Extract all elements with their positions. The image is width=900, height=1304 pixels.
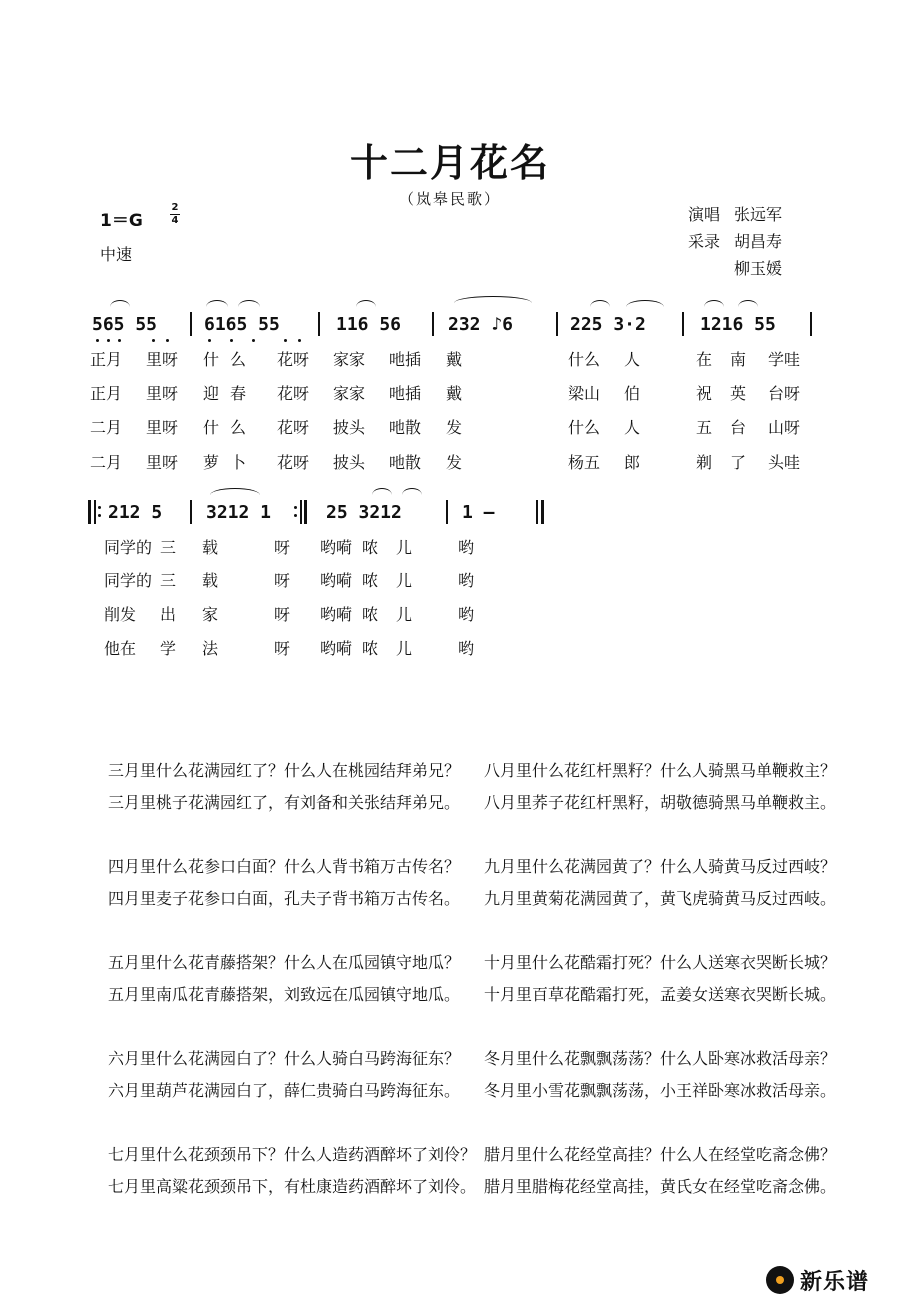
measure: 1216 55 (700, 314, 776, 335)
lyric: 哟嗬 (320, 571, 353, 590)
measure: 25 3212 (326, 502, 402, 523)
barline (432, 312, 434, 336)
lyric: 哟嗬 (320, 538, 353, 557)
lyric: 吔散 (389, 453, 422, 472)
logo-text: 新乐谱 (800, 1269, 870, 1295)
repeat-dot (294, 514, 297, 517)
lyric: 哟 (458, 605, 475, 624)
measure: 232 ♪6 (448, 314, 514, 335)
lyric: 哟嗬 (320, 605, 353, 624)
lyric: 正月 (90, 384, 123, 403)
lyric: 同学的 (104, 571, 153, 590)
lyric: 三 (160, 538, 177, 557)
lyric: 英 (730, 384, 747, 403)
barline (682, 312, 684, 336)
lyric: 家家 (333, 384, 366, 403)
measure: 116 56 (336, 314, 402, 335)
measure: 225 3·2 (570, 314, 646, 335)
verse-answer: 腊月里腊梅花经堂高挂，黄氏女在经堂吃斋念佛。 (484, 1177, 837, 1196)
verse-answer: 冬月里小雪花飘飘荡荡，小王祥卧寒冰救活母亲。 (484, 1081, 837, 1100)
measure: 1 – (462, 502, 495, 523)
measure: 3212 1 (206, 502, 272, 523)
repeat-dot (98, 506, 101, 509)
lyric: 哟 (458, 639, 475, 658)
verse-question: 冬月里什么花飘飘荡荡？什么人卧寒冰救活母亲？ (484, 1049, 837, 1068)
lyric: 吔散 (389, 418, 422, 437)
barline (446, 500, 448, 524)
lyric: 春 (230, 384, 247, 403)
lyric: 哟 (458, 538, 475, 557)
verse-question: 六月里什么花满园白了？什么人骑白马跨海征东？ (108, 1049, 461, 1068)
barline (810, 312, 812, 336)
lyric: 哝 (362, 538, 379, 557)
lyric: 迎 (203, 384, 220, 403)
lyric: 么 (230, 418, 247, 437)
lyric: 花呀 (277, 453, 310, 472)
time-signature-bottom: 4 (171, 215, 179, 226)
final-barline-thin (536, 500, 538, 524)
lyric: 呀 (274, 538, 291, 557)
slur (206, 300, 228, 307)
slur (110, 300, 130, 307)
lyric: 儿 (396, 571, 413, 590)
slur (372, 488, 392, 495)
credit-name: 张远军 (734, 205, 783, 224)
lyric: 萝 (203, 453, 220, 472)
site-logo[interactable] (766, 1263, 869, 1297)
tempo-marking: 中速 (100, 245, 133, 264)
lyric: 什 (203, 418, 220, 437)
lyric: 哝 (362, 605, 379, 624)
verse-question: 十月里什么花酷霜打死？什么人送寒衣哭断长城？ (484, 953, 837, 972)
lyric: 祝 (696, 384, 713, 403)
slur (704, 300, 724, 307)
slur (402, 488, 422, 495)
lyric: 三 (160, 571, 177, 590)
credit-row (688, 255, 782, 282)
lyric: 学 (160, 639, 177, 658)
lyric: 哟嗬 (320, 639, 353, 658)
tie (454, 296, 532, 303)
lyric: 哝 (362, 571, 379, 590)
barline (556, 312, 558, 336)
lyric: 里呀 (146, 418, 179, 437)
low-octave-dot (252, 339, 255, 342)
measure: 212 5 (108, 502, 163, 523)
final-barline-thick (541, 500, 544, 524)
low-octave-dot (166, 339, 169, 342)
lyric: 载 (202, 571, 219, 590)
measure: 6165 55 (204, 314, 280, 335)
lyric: 人 (624, 350, 641, 369)
repeat-start-thick (88, 500, 91, 524)
lyric: 里呀 (146, 453, 179, 472)
lyric: 哟 (458, 571, 475, 590)
lyric: 花呀 (277, 350, 310, 369)
lyric: 五 (696, 418, 713, 437)
slur (626, 300, 664, 307)
lyric: 台 (730, 418, 747, 437)
lyric: 剃 (696, 453, 713, 472)
slur (238, 300, 260, 307)
verse-question: 九月里什么花满园黄了？什么人骑黄马反过西岐？ (484, 857, 837, 876)
lyric: 同学的 (104, 538, 153, 557)
repeat-dot (294, 506, 297, 509)
lyric: 家家 (333, 350, 366, 369)
low-octave-dot (284, 339, 287, 342)
slur (590, 300, 610, 307)
time-signature (170, 203, 180, 226)
verse-answer: 七月里高粱花颈颈吊下，有杜康造药酒醉坏了刘伶。 (108, 1177, 477, 1196)
song-subtitle: （岚皋民歌） (398, 190, 501, 208)
low-octave-dot (152, 339, 155, 342)
credit-name: 胡昌寿 (734, 232, 783, 251)
lyric: 呀 (274, 571, 291, 590)
credit-row (688, 201, 782, 228)
lyric: 卜 (230, 453, 247, 472)
repeat-dot (98, 514, 101, 517)
repeat-start-thin (94, 500, 96, 524)
verse-question: 腊月里什么花经堂高挂？什么人在经堂吃斋念佛？ (484, 1145, 837, 1164)
verse-answer: 三月里桃子花满园红了，有刘备和关张结拜弟兄。 (108, 793, 461, 812)
song-title: 十二月花名 (349, 141, 550, 185)
slur (738, 300, 758, 307)
verse-answer: 六月里葫芦花满园白了，薛仁贵骑白马跨海征东。 (108, 1081, 461, 1100)
lyric: 削发 (104, 605, 137, 624)
lyric: 台呀 (768, 384, 801, 403)
credit-role: 采录 (688, 232, 721, 251)
lyric: 法 (202, 639, 219, 658)
lyric: 了 (730, 453, 747, 472)
lyric: 杨五 (568, 453, 601, 472)
time-signature-top: 2 (171, 202, 179, 213)
credits (688, 201, 782, 282)
lyric: 戴 (446, 350, 463, 369)
lyric: 家 (202, 605, 219, 624)
lyric: 披头 (333, 418, 366, 437)
verse-answer: 八月里荞子花红杆黑籽，胡敬德骑黑马单鞭救主。 (484, 793, 837, 812)
barline (190, 312, 192, 336)
verse-answer: 五月里南瓜花青藤搭架，刘致远在瓜园镇守地瓜。 (108, 985, 461, 1004)
low-octave-dot (118, 339, 121, 342)
repeat-end-thin (300, 500, 302, 524)
lyric: 吔插 (389, 350, 422, 369)
low-octave-dot (208, 339, 211, 342)
lyric: 儿 (396, 639, 413, 658)
barline (318, 312, 320, 336)
lyric: 载 (202, 538, 219, 557)
lyric: 花呀 (277, 384, 310, 403)
lyric: 正月 (90, 350, 123, 369)
credit-name: 柳玉媛 (734, 259, 783, 278)
lyric: 梁山 (568, 384, 601, 403)
key-signature: 1＝G (100, 211, 143, 231)
lyric: 山呀 (768, 418, 801, 437)
verse-answer: 四月里麦子花参口白面，孔夫子背书箱万古传名。 (108, 889, 461, 908)
lyric: 人 (624, 418, 641, 437)
lyric: 头哇 (768, 453, 801, 472)
barline (190, 500, 192, 524)
verse-question: 四月里什么花参口白面？什么人背书箱万古传名？ (108, 857, 461, 876)
verse-question: 三月里什么花满园红了？什么人在桃园结拜弟兄？ (108, 761, 461, 780)
lyric: 戴 (446, 384, 463, 403)
low-octave-dot (230, 339, 233, 342)
verse-question: 七月里什么花颈颈吊下？什么人造药酒醉坏了刘伶？ (108, 1145, 477, 1164)
lyric: 伯 (624, 384, 641, 403)
lyric: 他在 (104, 639, 137, 658)
lyric: 呀 (274, 639, 291, 658)
verse-question: 五月里什么花青藤搭架？什么人在瓜园镇守地瓜？ (108, 953, 461, 972)
measure: 565 55 (92, 314, 158, 335)
credit-row (688, 228, 782, 255)
lyric: 二月 (90, 453, 123, 472)
record-disc-icon (766, 1266, 794, 1294)
lyric: 发 (446, 453, 463, 472)
lyric: 出 (160, 605, 177, 624)
lyric: 学哇 (768, 350, 801, 369)
lyric: 发 (446, 418, 463, 437)
low-octave-dot (96, 339, 99, 342)
lyric: 郎 (624, 453, 641, 472)
lyric: 哝 (362, 639, 379, 658)
low-octave-dot (107, 339, 110, 342)
lyric: 呀 (274, 605, 291, 624)
lyric: 南 (730, 350, 747, 369)
lyric: 二月 (90, 418, 123, 437)
slur (210, 488, 260, 495)
lyric: 在 (696, 350, 713, 369)
lyric: 花呀 (277, 418, 310, 437)
lyric: 么 (230, 350, 247, 369)
lyric: 里呀 (146, 384, 179, 403)
lyric: 里呀 (146, 350, 179, 369)
verse-question: 八月里什么花红杆黑籽？什么人骑黑马单鞭救主？ (484, 761, 837, 780)
slur (356, 300, 376, 307)
verse-answer: 九月里黄菊花满园黄了，黄飞虎骑黄马反过西岐。 (484, 889, 837, 908)
lyric: 什么 (568, 418, 601, 437)
repeat-end-thick (304, 500, 307, 524)
lyric: 儿 (396, 538, 413, 557)
low-octave-dot (298, 339, 301, 342)
lyric: 吔插 (389, 384, 422, 403)
credit-role: 演唱 (688, 205, 721, 224)
lyric: 什么 (568, 350, 601, 369)
verse-answer: 十月里百草花酷霜打死，孟姜女送寒衣哭断长城。 (484, 985, 837, 1004)
lyric: 什 (203, 350, 220, 369)
lyric: 披头 (333, 453, 366, 472)
lyric: 儿 (396, 605, 413, 624)
